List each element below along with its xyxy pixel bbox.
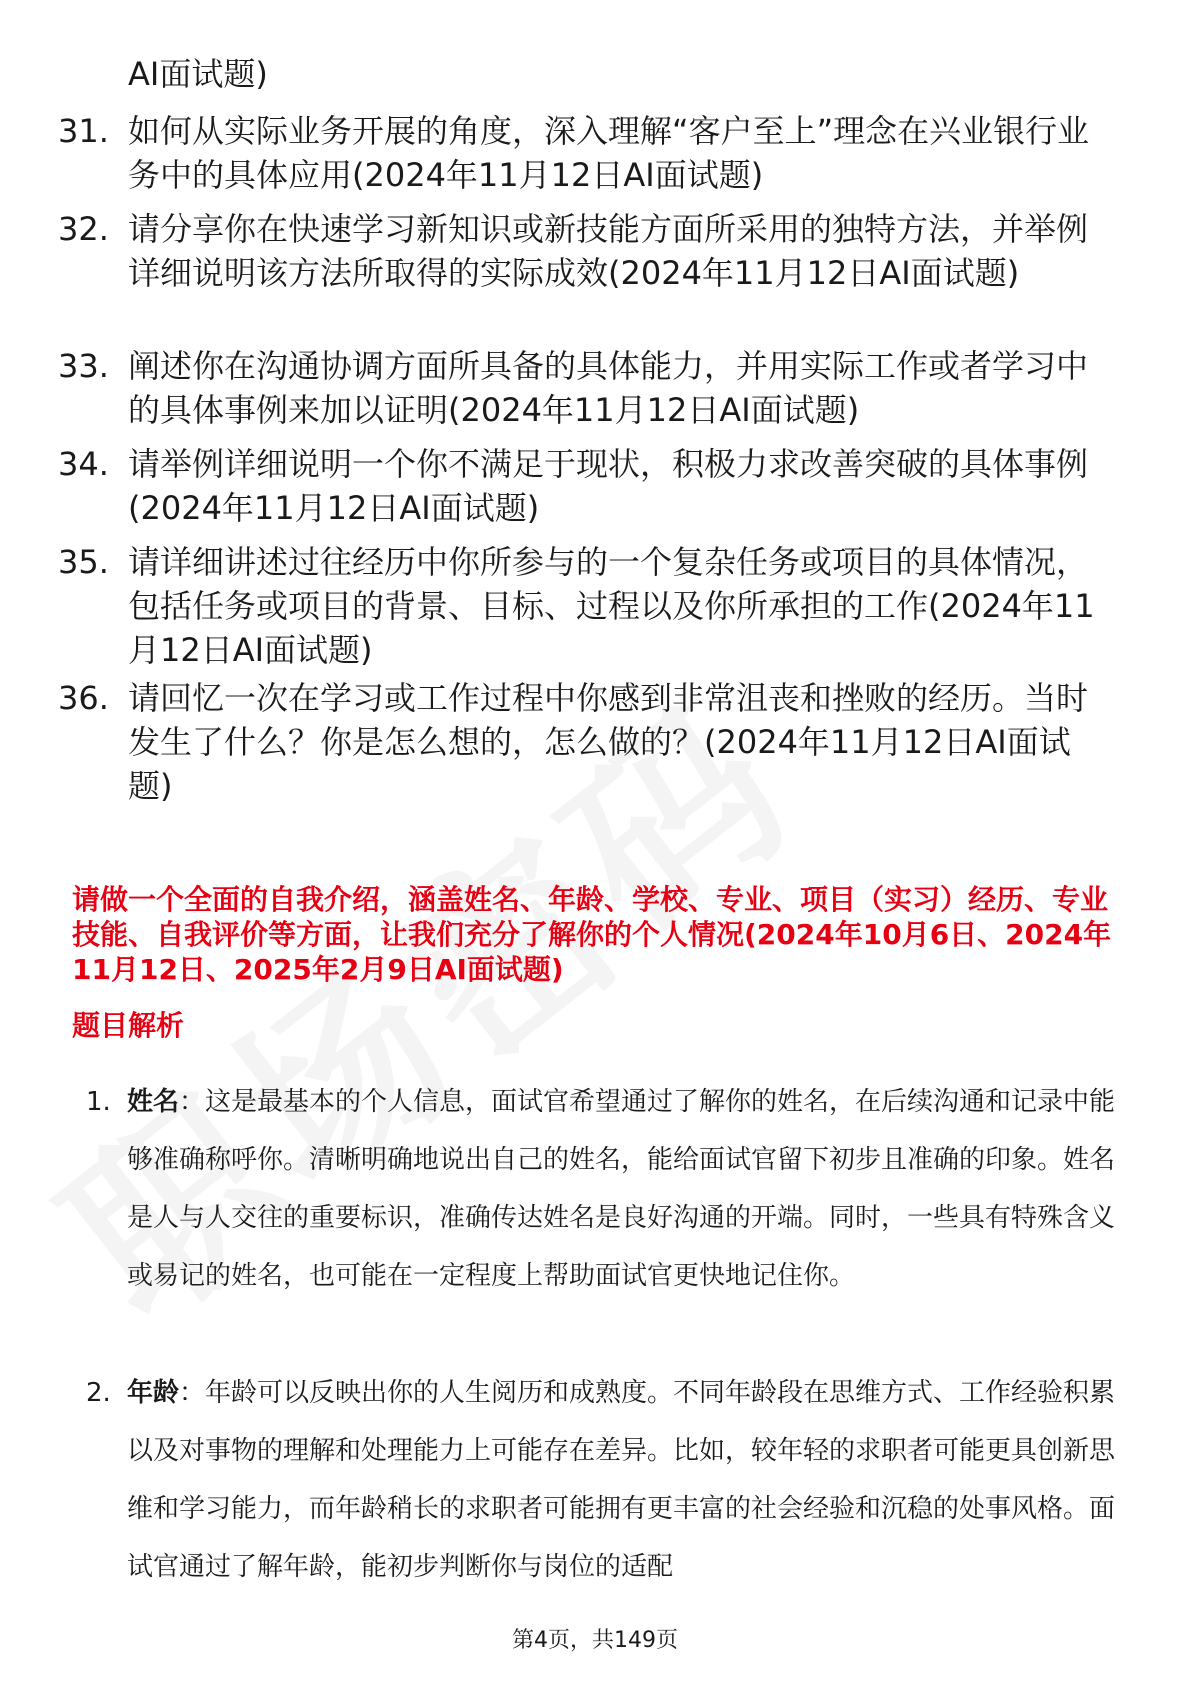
analysis-number: 1. xyxy=(86,1087,111,1117)
question-text: 请举例详细说明一个你不满足于现状，积极力求改善突破的具体事例(2024年11月12日AI面试题) xyxy=(128,445,1089,527)
question-number: 35. xyxy=(58,543,109,581)
question-number: 32. xyxy=(58,210,109,248)
analysis-separator: ： xyxy=(179,1378,206,1408)
page-footer: 第4页，共149页 xyxy=(512,1628,678,1653)
analysis-separator: ： xyxy=(179,1087,206,1117)
question-number: 31. xyxy=(58,112,109,150)
question-text: 阐述你在沟通协调方面所具备的具体能力，并用实际工作或者学习中的具体事例来加以证明(2024年11月12日AI面试题) xyxy=(128,347,1089,429)
question-text: 请分享你在快速学习新知识或新技能方面所采用的独特方法，并举例详细说明该方法所取得的实际成效(2024年11月12日AI面试题) xyxy=(128,210,1089,292)
analysis-text xyxy=(127,1364,1117,1596)
analysis-title: 题目解析 xyxy=(72,1009,185,1042)
question-continuation: AI面试题) xyxy=(128,55,268,93)
question-number: 36. xyxy=(58,679,109,717)
analysis-body: 这是最基本的个人信息，面试官希望通过了解你的姓名，在后续沟通和记录中能够准确称呼你。清晰明确地说出自己的姓名，能给面试官留下初步且准确的印象。姓名是人与人交往的重要标识，准确传达姓名是良好沟通的开端。同时，一些具有特殊含义或易记的姓名，也可能在一定程度上帮助面试官更快地记住你。 xyxy=(127,1087,1116,1291)
question-number: 34. xyxy=(58,445,109,483)
analysis-text xyxy=(127,1073,1117,1305)
question-text: 请回忆一次在学习或工作过程中你感到非常沮丧和挫败的经历。当时发生了什么？你是怎么想的，怎么做的？(2024年11月12日AI面试题) xyxy=(128,679,1089,805)
question-text: 请详细讲述过往经历中你所参与的一个复杂任务或项目的具体情况，包括任务或项目的背景、目标、过程以及你所承担的工作(2024年11月12日AI面试题) xyxy=(128,543,1095,669)
analysis-term: 姓名 xyxy=(127,1087,180,1117)
self-intro-question-heading: 请做一个全面的自我介绍，涵盖姓名、年龄、学校、专业、项目（实习）经历、专业技能、自我评价等方面，让我们充分了解你的个人情况(2024年10月6日、2024年11月12日、2025年2月9日AI面试题) xyxy=(72,883,1112,986)
analysis-term: 年龄 xyxy=(127,1378,180,1408)
analysis-body: 年龄可以反映出你的人生阅历和成熟度。不同年龄段在思维方式、工作经验积累以及对事物的理解和处理能力上可能存在差异。比如，较年轻的求职者可能更具创新思维和学习能力，而年龄稍长的求职者可能拥有更丰富的社会经验和沉稳的处事风格。面试官通过了解年龄，能初步判断你与岗位的适配 xyxy=(127,1378,1116,1582)
question-text: 如何从实际业务开展的角度，深入理解“客户至上”理念在兴业银行业务中的具体应用(2024年11月12日AI面试题) xyxy=(128,112,1090,194)
question-number: 33. xyxy=(58,347,109,385)
analysis-number: 2. xyxy=(86,1378,111,1408)
